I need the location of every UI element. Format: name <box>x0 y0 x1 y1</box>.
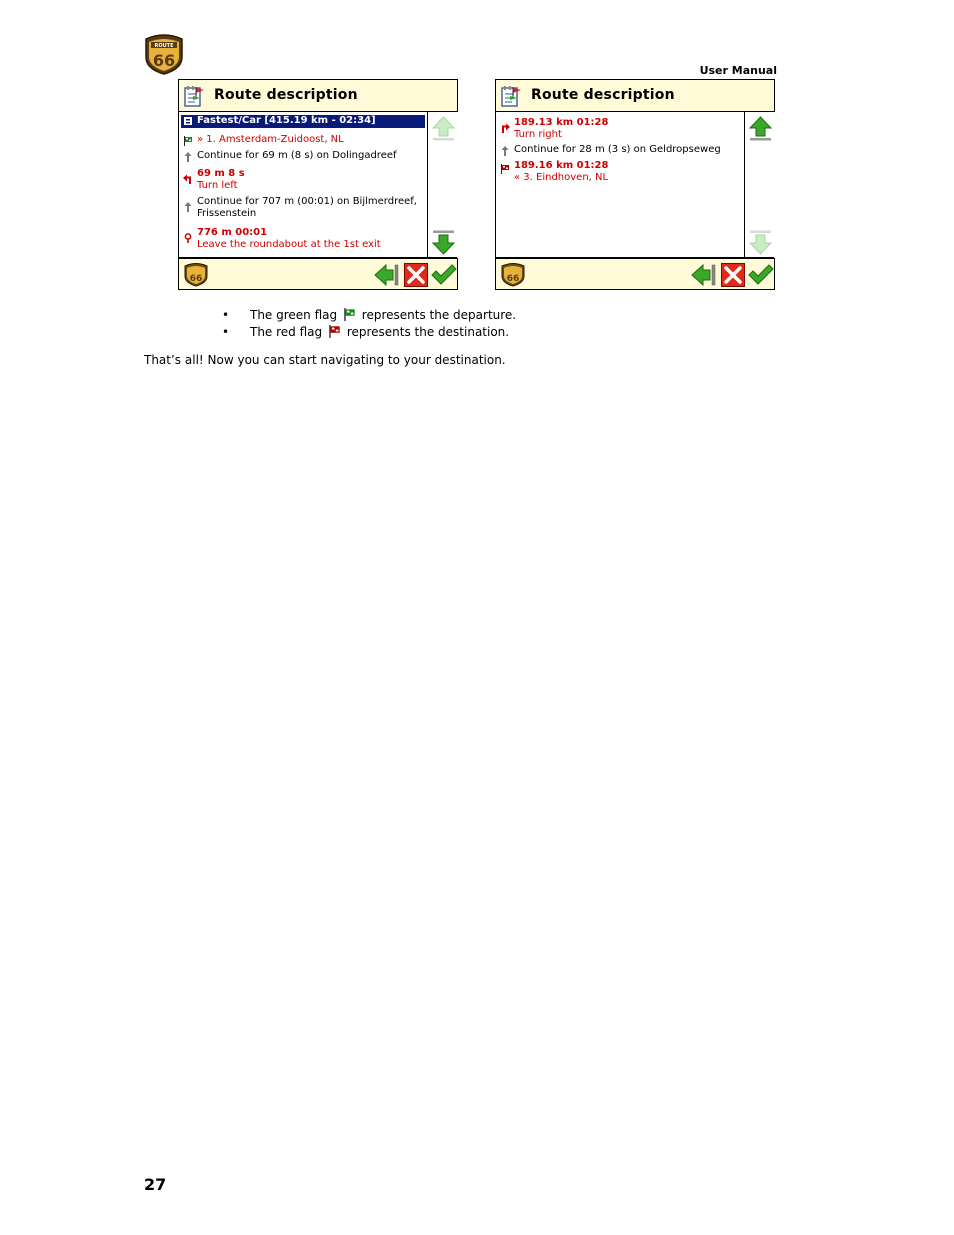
summary-icon <box>183 116 193 126</box>
svg-text:66: 66 <box>189 274 203 284</box>
scroll-down-arrow-icon[interactable] <box>748 230 773 256</box>
scrollbar[interactable] <box>744 112 775 258</box>
route-step-row[interactable] <box>181 168 425 194</box>
screen-footer <box>179 257 457 289</box>
svg-text:ROUTE: ROUTE <box>154 43 174 49</box>
route66-logo-icon[interactable] <box>500 262 526 287</box>
route-notepad-icon <box>499 84 523 108</box>
route-summary-row[interactable] <box>181 115 425 128</box>
bullet-dot: • <box>222 325 230 339</box>
back-arrow-icon[interactable] <box>374 263 400 287</box>
checkmark-icon[interactable] <box>748 264 774 286</box>
route-step-row[interactable] <box>498 117 742 143</box>
close-icon[interactable] <box>721 263 745 287</box>
step-distance: 69 m 8 s <box>197 168 245 179</box>
scroll-up-arrow-icon[interactable] <box>748 115 773 141</box>
step-text: Continue for 28 m (3 s) on Geldropseweg <box>514 144 721 155</box>
turn-left-icon <box>183 174 193 184</box>
bullet-text: represents the destination. <box>346 325 510 339</box>
route-summary-text: Fastest/Car [415.19 km - 02:34] <box>197 115 376 126</box>
svg-text:66: 66 <box>506 274 520 284</box>
user-manual-label: User Manual <box>699 64 777 77</box>
screen-footer <box>496 257 774 289</box>
step-text: Continue for 707 m (00:01) on Bijlmerdreef, <box>197 196 417 207</box>
page-number: 27 <box>144 1175 167 1194</box>
route-description-screen-left <box>178 79 458 290</box>
green-flag-icon <box>343 308 356 321</box>
closing-paragraph: That’s all! Now you can start navigating to your destination. <box>144 353 506 367</box>
straight-arrow-icon <box>183 152 193 162</box>
screen-title: Route description <box>531 87 675 103</box>
roundabout-icon <box>183 233 193 243</box>
back-arrow-icon[interactable] <box>691 263 717 287</box>
scroll-down-arrow-icon[interactable] <box>431 230 456 256</box>
route-step-list[interactable] <box>179 113 427 258</box>
step-instruction: Turn left <box>197 180 238 191</box>
checkmark-icon[interactable] <box>431 264 457 286</box>
step-instruction: Turn right <box>514 129 562 140</box>
step-text-continued: Frissenstein <box>197 208 257 219</box>
destination-text: « 3. Eindhoven, NL <box>514 172 609 183</box>
screen-header <box>179 80 457 112</box>
red-flag-icon <box>500 164 510 174</box>
scrollbar[interactable] <box>427 112 458 258</box>
step-instruction: Leave the roundabout at the 1st exit <box>197 239 381 250</box>
route66-logo-icon[interactable] <box>183 262 209 287</box>
route-notepad-icon <box>182 84 206 108</box>
step-text: Continue for 69 m (8 s) on Dolingadreef <box>197 150 397 161</box>
scroll-up-arrow-icon[interactable] <box>431 115 456 141</box>
svg-text:66: 66 <box>152 51 176 70</box>
route-step-list[interactable] <box>496 113 744 258</box>
turn-right-icon <box>500 123 510 133</box>
step-distance: 189.16 km 01:28 <box>514 160 609 171</box>
bullet-text: The green flag <box>250 308 338 322</box>
screen-header <box>496 80 774 112</box>
straight-arrow-icon <box>500 146 510 156</box>
route-step-row[interactable] <box>498 160 742 186</box>
close-icon[interactable] <box>404 263 428 287</box>
green-flag-icon <box>183 136 193 146</box>
route-description-screen-right <box>495 79 775 290</box>
straight-arrow-icon <box>183 202 193 212</box>
route-step-row[interactable] <box>181 196 425 222</box>
bullet-text: The red flag <box>250 325 323 339</box>
bullet-dot: • <box>222 308 230 322</box>
route66-logo-icon <box>142 33 186 75</box>
step-distance: 776 m 00:01 <box>197 227 268 238</box>
bullet-text: represents the departure. <box>361 308 517 322</box>
screen-title: Route description <box>214 87 358 103</box>
red-flag-icon <box>328 325 341 338</box>
departure-text: » 1. Amsterdam-Zuidoost, NL <box>197 134 344 145</box>
step-distance: 189.13 km 01:28 <box>514 117 609 128</box>
route-step-row[interactable] <box>181 227 425 253</box>
